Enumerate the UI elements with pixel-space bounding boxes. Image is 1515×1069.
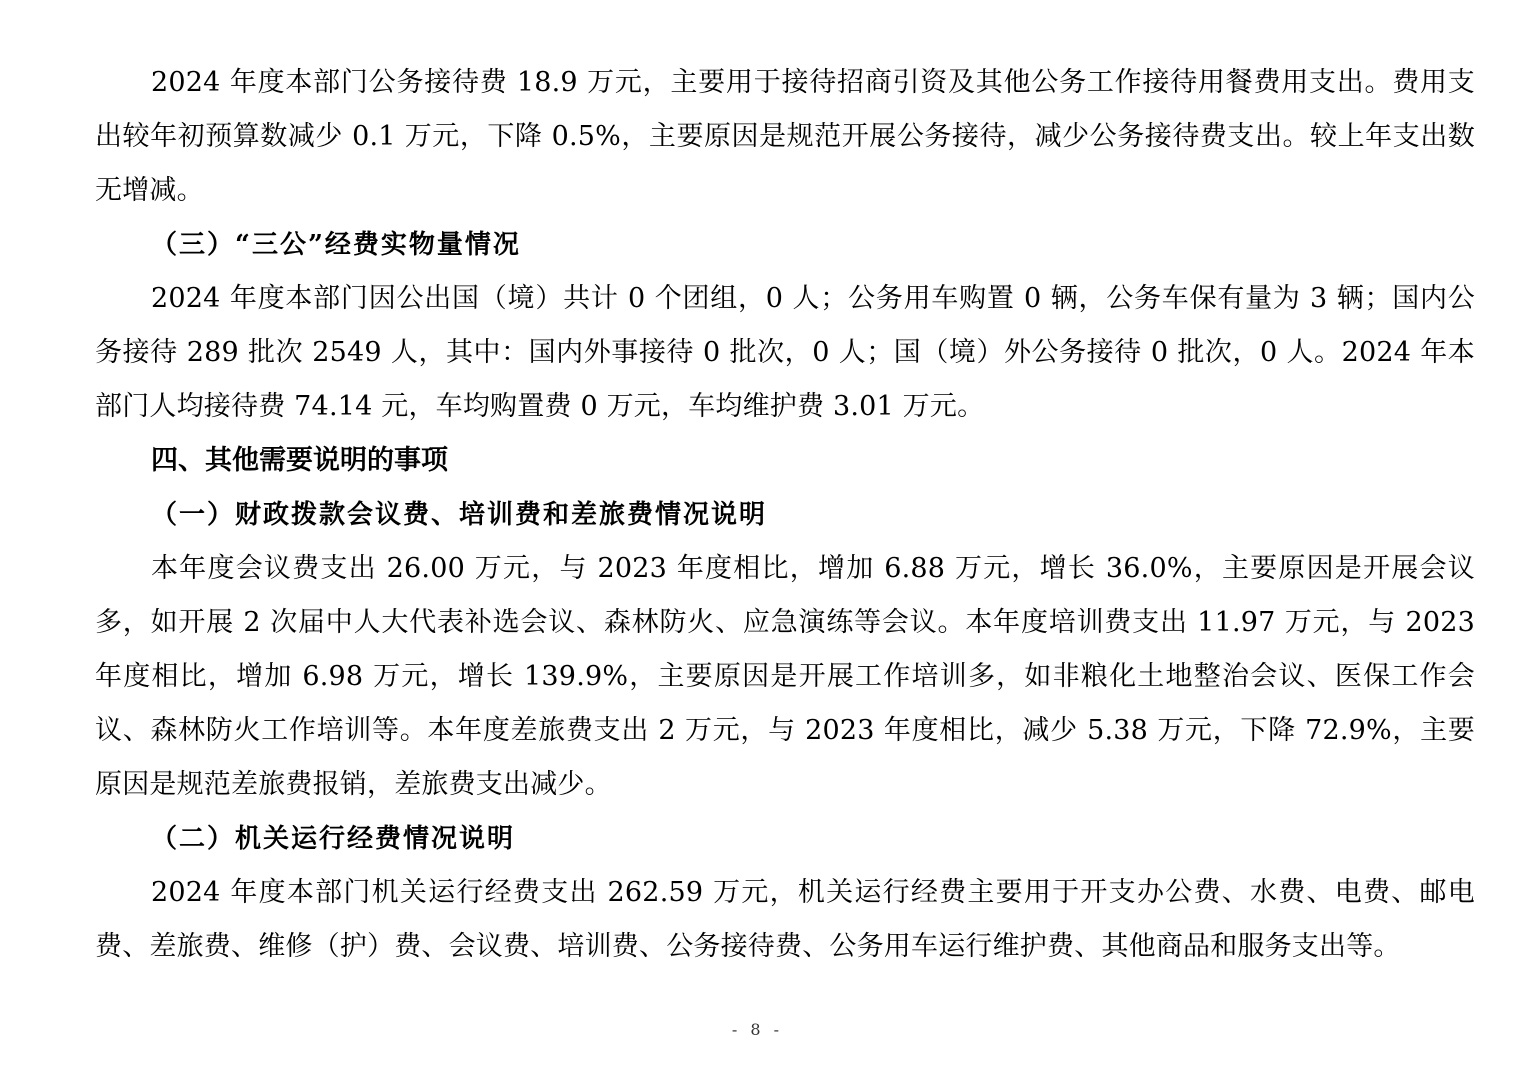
- paragraph-reception-fee: 2024 年度本部门公务接待费 18.9 万元，主要用于接待招商引资及其他公务工作接待用餐费用支出。费用支出较年初预算数减少 0.1 万元，下降 0.5%，主要原因是规范开展公务接待，减少公务接待费支出。较上年支出数无增减。: [95, 67, 1475, 206]
- paragraph-meeting-training-travel: 本年度会议费支出 26.00 万元，与 2023 年度相比，增加 6.88 万元，增长 36.0%，主要原因是开展会议多，如开展 2 次届中人大代表补选会议、森林防火、应急演练等会议。本年度培训费支出 11.97 万元，与 2023 年度相比，增加 6.98 万元，增长 139.9%，主要原因是开展工作培训多，如非粮化土地整治会议、医保工作会议、森林防火工作培训等。本年度差旅费支出 2 万元，与 2023 年度相比，减少 5.38 万元，下降 72.9%，主要原因是规范差旅费报销，差旅费支出减少。: [95, 553, 1475, 800]
- heading-meeting-training-travel: （一）财政拨款会议费、培训费和差旅费情况说明: [151, 500, 768, 530]
- paragraph-physical-quantity: 2024 年度本部门因公出国（境）共计 0 个团组，0 人；公务用车购置 0 辆，公务车保有量为 3 辆；国内公务接待 289 批次 2549 人，其中：国内外事接待 0 批次，0 人；国（境）外公务接待 0 批次，0 人。2024 年本部门人均接待费 74.14 元，车均购置费 0 万元，车均维护费 3.01 万元。: [95, 283, 1475, 422]
- document-page: [95, 56, 1475, 974]
- paragraph-operating-expenses: 2024 年度本部门机关运行经费支出 262.59 万元，机关运行经费主要用于开支办公费、水费、电费、邮电费、差旅费、维修（护）费、会议费、培训费、公务接待费、公务用车运行维护费、其他商品和服务支出等。: [95, 877, 1475, 962]
- heading-other-matters: 四、其他需要说明的事项: [151, 445, 448, 476]
- page-number: - 8 -: [731, 1020, 784, 1039]
- heading-operating-expenses: （二）机关运行经费情况说明: [151, 824, 516, 854]
- heading-three-public-physical: （三）“三公”经费实物量情况: [151, 230, 521, 260]
